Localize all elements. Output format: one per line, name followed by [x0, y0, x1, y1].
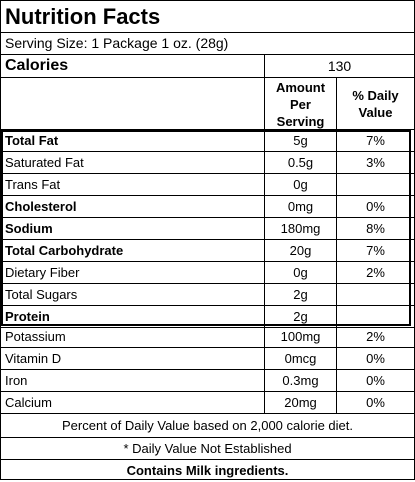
nutrient-row	[1, 174, 414, 196]
vitamin-name: Iron	[5, 373, 28, 388]
nutrient-amount: 0mg	[264, 196, 336, 218]
nutrient-amount: 180mg	[264, 218, 336, 240]
nutrient-row	[1, 306, 414, 328]
nutrient-name: Total Fat	[5, 133, 59, 148]
nutrient-name: Protein	[5, 309, 50, 324]
daily-value-header	[336, 78, 414, 130]
nutrient-daily-value: 7%	[336, 130, 414, 152]
amount-per-serving-header	[264, 78, 336, 130]
nutrient-daily-value	[336, 284, 414, 306]
nutrient-name: Cholesterol	[5, 199, 77, 214]
vitamin-daily-value: 2%	[336, 326, 414, 348]
daily-header-line1: % Daily	[352, 88, 399, 103]
serving-size: Serving Size: 1 Package 1 oz. (28g)	[1, 33, 414, 55]
nutrient-row	[1, 284, 414, 306]
calories-row	[1, 55, 414, 78]
percent-daily-note: Percent of Daily Value based on 2,000 calorie diet.	[1, 414, 414, 438]
nutrient-row	[1, 196, 414, 218]
nutrient-amount: 20g	[264, 240, 336, 262]
vitamin-daily-value: 0%	[336, 392, 414, 414]
nutrient-name: Total Sugars	[5, 287, 78, 302]
vitamin-daily-value: 0%	[336, 348, 414, 370]
vitamin-amount: 20mg	[264, 392, 336, 414]
nutrient-daily-value: 2%	[336, 262, 414, 284]
nutrient-name: Total Carbohydrate	[5, 243, 124, 258]
nutrient-row	[1, 218, 414, 240]
vitamin-amount: 100mg	[264, 326, 336, 348]
nutrient-name: Dietary Fiber	[5, 265, 80, 280]
nutrient-row	[1, 262, 414, 284]
vitamin-row	[1, 348, 414, 370]
vitamin-row	[1, 326, 414, 348]
nutrient-daily-value: 8%	[336, 218, 414, 240]
vitamin-name: Vitamin D	[5, 351, 62, 366]
vitamin-row	[1, 392, 414, 414]
vitamin-name: Calcium	[5, 395, 52, 410]
nutrient-daily-value: 7%	[336, 240, 414, 262]
daily-header-line2: Value	[358, 105, 393, 120]
nutrient-row	[1, 130, 414, 152]
nutrient-row	[1, 240, 414, 262]
nutrient-name: Sodium	[5, 221, 53, 236]
nutrient-row	[1, 152, 414, 174]
nutrient-daily-value	[336, 306, 414, 328]
nutrient-amount: 0g	[264, 174, 336, 196]
vitamin-name: Potassium	[5, 329, 66, 344]
nutrient-amount: 0g	[264, 262, 336, 284]
nutrient-daily-value: 3%	[336, 152, 414, 174]
nutrient-daily-value	[336, 174, 414, 196]
nutrient-name: Saturated Fat	[5, 155, 84, 170]
amount-header-line2: Per Serving	[276, 96, 325, 129]
column-header-row	[1, 78, 414, 130]
nutrient-amount: 0.5g	[264, 152, 336, 174]
nutrient-amount: 2g	[264, 284, 336, 306]
vitamin-amount: 0.3mg	[264, 370, 336, 392]
allergen-note: Contains Milk ingredients.	[126, 463, 289, 478]
vitamin-row	[1, 370, 414, 392]
not-established-note: * Daily Value Not Established	[1, 438, 414, 460]
nutrient-amount: 5g	[264, 130, 336, 152]
amount-header-line1: Amount	[275, 79, 326, 95]
calories-value: 130	[264, 55, 414, 78]
label-title: Nutrition Facts	[1, 1, 414, 33]
nutrient-name: Trans Fat	[5, 177, 61, 192]
vitamin-daily-value: 0%	[336, 370, 414, 392]
vitamin-amount: 0mcg	[264, 348, 336, 370]
calories-label: Calories	[5, 57, 69, 74]
nutrient-daily-value: 0%	[336, 196, 414, 218]
nutrient-amount: 2g	[264, 306, 336, 328]
